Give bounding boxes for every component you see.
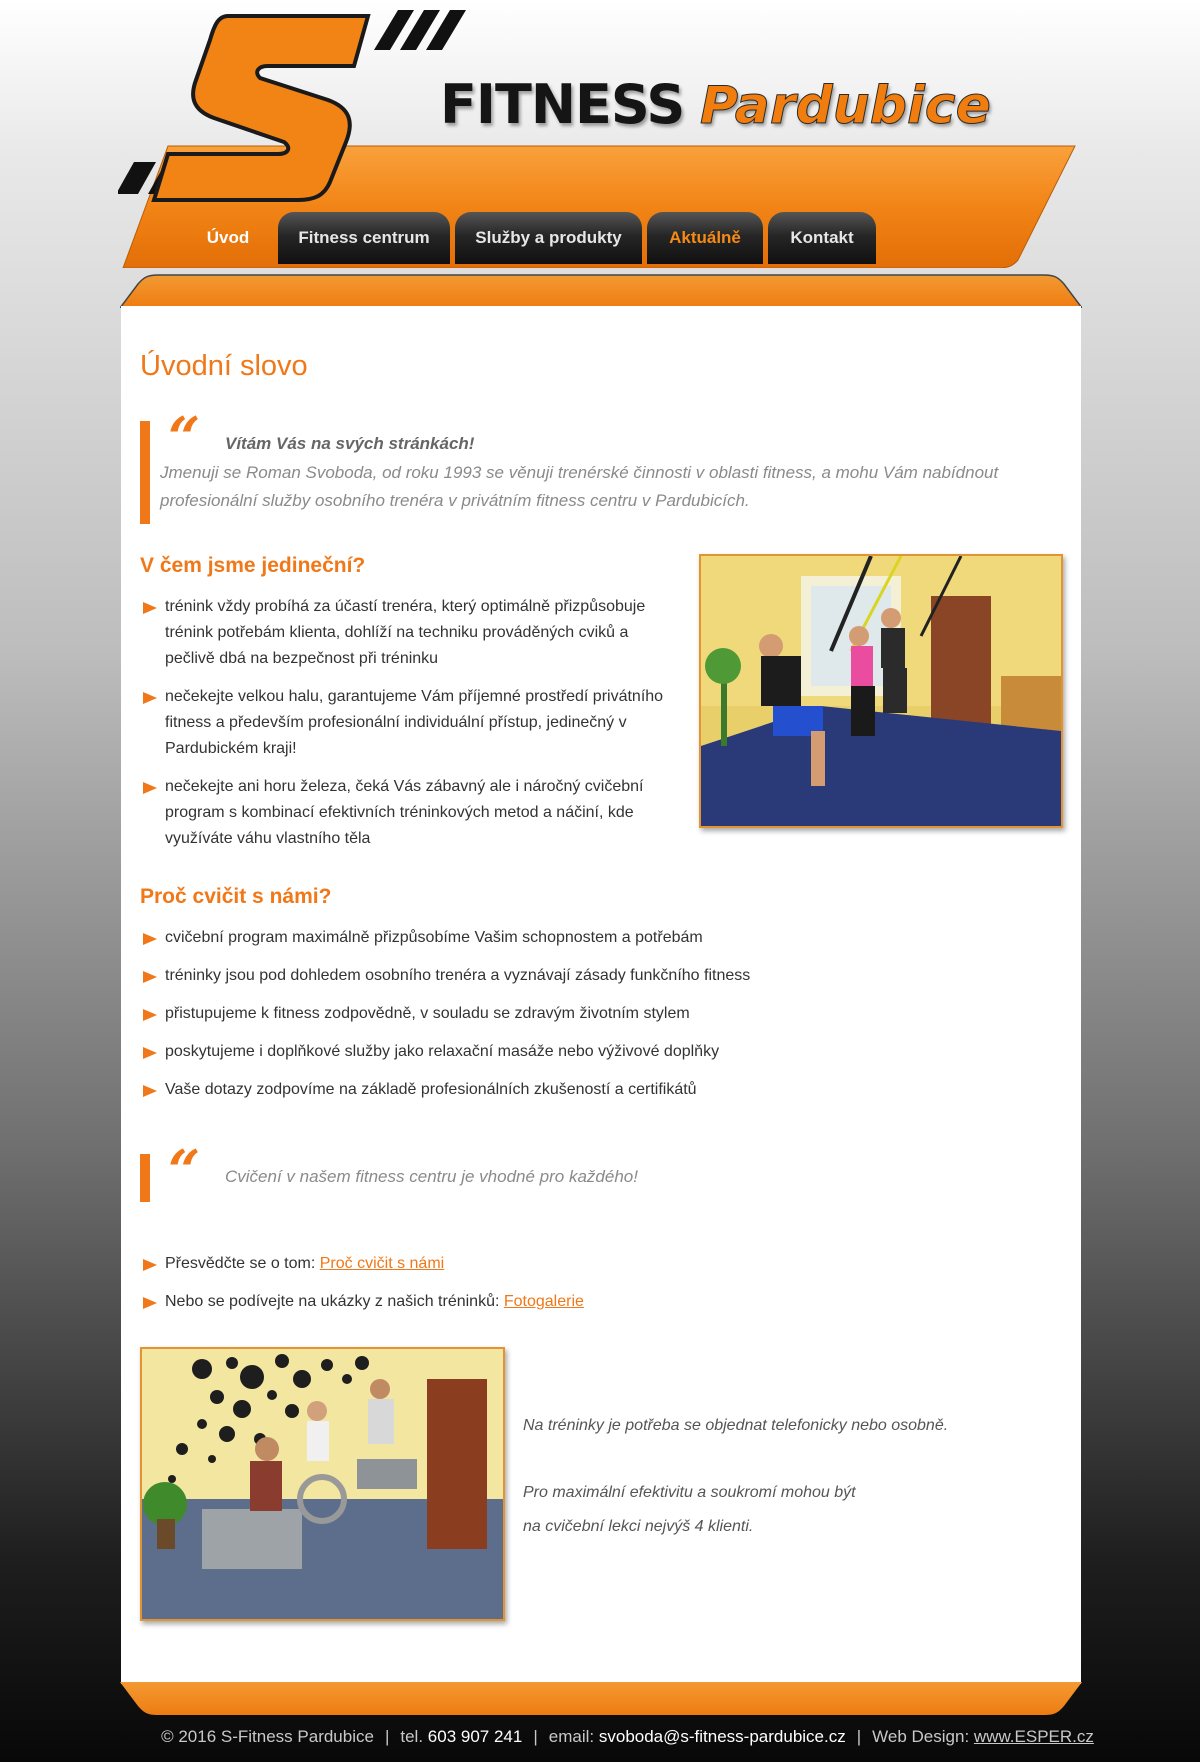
unique-heading: V čem jsme jedineční? [140, 554, 366, 577]
footer-email-label: email: [548, 1727, 595, 1746]
site-footer: © 2016 S-Fitness Pardubice | tel. 603 907 241 | email: svoboda@s-fitness-pardubice.cz | Web Design: www.ESPER.cz [161, 1727, 1094, 1746]
quote-accent-bar [140, 421, 150, 524]
nav-item-sluzby-a-produkty[interactable]: Služby a produkty [455, 212, 642, 264]
why-us-link[interactable]: Proč cvičit s námi [319, 1255, 445, 1272]
gallery-link[interactable]: Fotogalerie [503, 1293, 584, 1310]
list-item: poskytujeme i doplňkové služby jako relaxační masáže nebo výživové doplňky [140, 1039, 940, 1065]
footer-tel-label: tel. [400, 1727, 424, 1746]
links-list [140, 1251, 940, 1315]
list-item: Vaše dotazy zodpovíme na základě profesionálních zkušeností a certifikátů [140, 1077, 940, 1103]
list-item: trénink vždy probíhá za účastí trenéra, který optimálně přizpůsobuje trénink potřebám klienta, dohlíží na techniku prováděných cviků a pečlivě dbá na bezpečnost při tréninku [140, 594, 670, 672]
footer-copyright: © 2016 S-Fitness Pardubice [161, 1727, 374, 1746]
nav-item-kontakt[interactable]: Kontakt [768, 212, 876, 264]
content-top-cap [120, 274, 1082, 308]
intro-quote-text: Jmenuji se Roman Svoboda, od roku 1993 se věnuji trenérské činnosti v oblasti fitness, a mohu Vám nabídnout profesionální služby osobního trenéra v privátním fitness centru v Pardubicích. [160, 463, 999, 510]
main-nav [0, 212, 1200, 264]
why-list [140, 925, 940, 1103]
list-item: Přesvědčte se o tom: Proč cvičit s námi [140, 1251, 940, 1277]
brand-title: FITNESS [440, 73, 685, 136]
footer-phone[interactable]: 603 907 241 [427, 1727, 523, 1746]
list-item: nečekejte ani horu železa, čeká Vás zábavný ale i náročný cvičební program s kombinací efektivních tréninkových metod a náčiní, kde využíváte váhu vlastního těla [140, 774, 670, 852]
footer-design-label: Web Design: [872, 1727, 970, 1746]
footer-design-link[interactable]: www.ESPER.cz [973, 1727, 1094, 1746]
list-item: přistupujeme k fitness zodpovědně, v souladu se zdravým životním stylem [140, 1001, 940, 1027]
arrow-bullet-icon [143, 1297, 157, 1309]
unique-list [140, 594, 670, 852]
why-heading: Proč cvičit s námi? [140, 885, 332, 908]
intro-quote-title: Vítám Vás na svých stránkách! [225, 434, 475, 453]
brand-city: Pardubice [700, 76, 991, 136]
footer-email-link[interactable]: svoboda@s-fitness-pardubice.cz [598, 1727, 846, 1746]
arrow-bullet-icon [143, 782, 157, 794]
list-item: nečekejte velkou halu, garantujeme Vám příjemné prostředí privátního fitness a především profesionální individuální přístup, jedinečný v Pardubickém kraji! [140, 684, 670, 762]
quote-accent-bar [140, 1154, 150, 1202]
booking-text-2: Pro maximální efektivitu a soukromí mohou být [523, 1484, 856, 1501]
content-bottom-cap [120, 1682, 1082, 1716]
arrow-bullet-icon [143, 1047, 157, 1059]
quote-mark-icon: “ [168, 405, 201, 471]
list-item: tréninky jsou pod dohledem osobního trenéra a vyznávají zásady funkčního fitness [140, 963, 940, 989]
quote2-text: Cvičení v našem fitness centru je vhodné pro každého! [225, 1167, 638, 1186]
quote-mark-icon: “ [168, 1138, 201, 1204]
booking-text-3: na cvičební lekci nejvýš 4 klienti. [523, 1518, 754, 1535]
trx-training-photo[interactable] [699, 554, 1063, 828]
arrow-bullet-icon [143, 933, 157, 945]
arrow-bullet-icon [143, 971, 157, 983]
arrow-bullet-icon [143, 1009, 157, 1021]
arrow-bullet-icon [143, 1259, 157, 1271]
list-item: Nebo se podívejte na ukázky z našich tréninků: Fotogalerie [140, 1289, 940, 1315]
nav-item-uvod[interactable]: Úvod [206, 228, 250, 247]
nav-item-fitness-centrum[interactable]: Fitness centrum [278, 212, 450, 264]
booking-text-1: Na tréninky je potřeba se objednat telefonicky nebo osobně. [523, 1417, 949, 1434]
gym-equipment-photo[interactable] [140, 1347, 505, 1621]
site-header [0, 0, 1200, 270]
list-item: cvičební program maximálně přizpůsobíme Vašim schopnostem a potřebám [140, 925, 940, 951]
arrow-bullet-icon [143, 1085, 157, 1097]
arrow-bullet-icon [143, 692, 157, 704]
arrow-bullet-icon [143, 602, 157, 614]
nav-item-aktualne[interactable]: Aktuálně [647, 212, 763, 264]
page-title: Úvodní slovo [140, 350, 308, 382]
